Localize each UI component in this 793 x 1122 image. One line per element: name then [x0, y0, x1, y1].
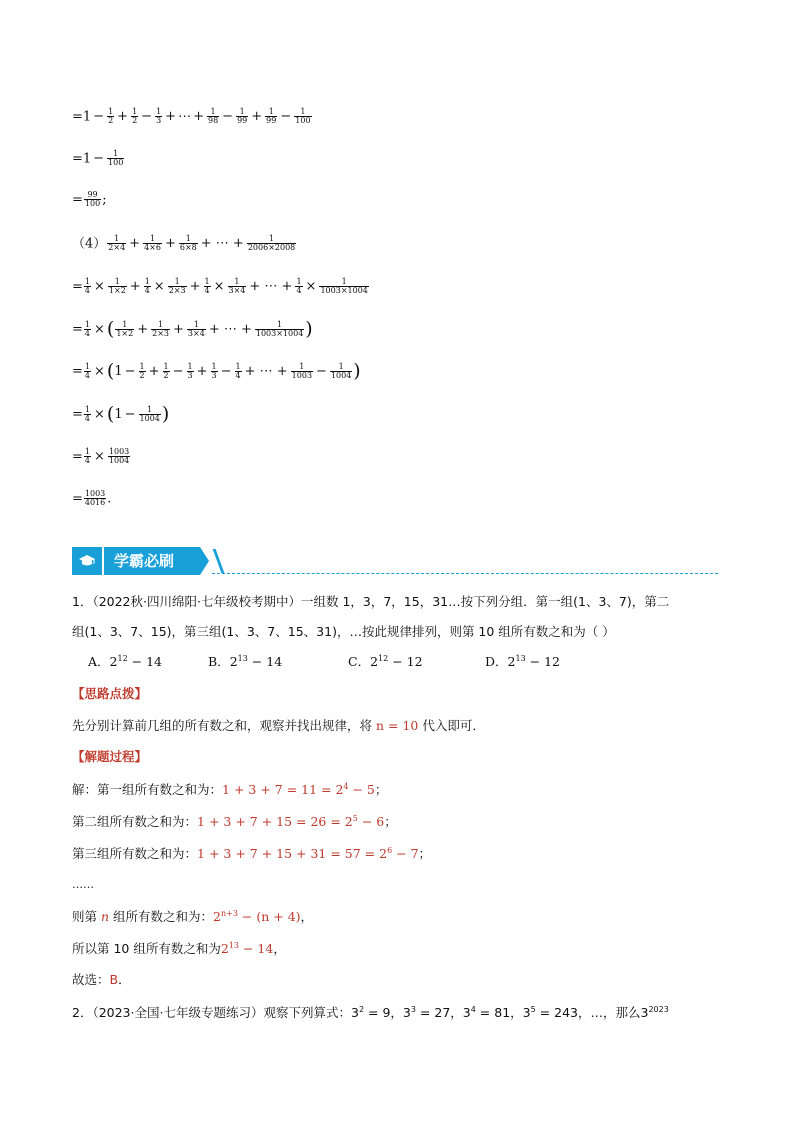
part4-line-1: = $\frac{1}{4}$ × $\frac{1}{1\times 2}$ + $\frac{1}{4}$ × $\frac{1}{2\times 3}$ + $\frac{1}{4}$ × $\frac{1}{3\times 4}$ + ⋯ + $\frac{1}{4}$ × $\frac{1}{1003\times 1004}$ — [72, 277, 368, 296]
fraction — [143, 235, 162, 253]
question-text: 一组数 1，3，7，15，31…按下列分组．第一组(1、3、7)，第二 — [300, 594, 670, 609]
numerator: 1 — [107, 150, 124, 159]
fraction — [330, 363, 352, 381]
question-source: （2022秋·四川绵阳·七年级校考期中） — [92, 594, 301, 609]
fraction — [131, 108, 138, 126]
fraction — [84, 363, 91, 381]
numerator: 1 — [139, 361, 145, 371]
fraction — [107, 235, 126, 253]
fraction — [108, 278, 127, 296]
q1-options — [88, 655, 560, 669]
solution-step-5: 所以第 10 组所有数之和为$2^{13} - 14$， — [72, 941, 286, 957]
math-text: =1 — [72, 151, 92, 167]
denominator: 4 — [84, 286, 90, 296]
numerator: 1 — [139, 406, 161, 415]
denominator: 4 — [144, 286, 150, 296]
denominator: 4 — [235, 371, 241, 380]
solution-answer: 故选：B． — [72, 972, 131, 987]
numerator: 1 — [151, 321, 170, 330]
fraction — [144, 278, 151, 296]
q1-line-1 — [72, 596, 669, 609]
question-number: 1． — [72, 594, 93, 609]
part4-line-2: = $\frac{1}{4}$ × ( $\frac{1}{1\times 2}$ + $\frac{1}{2\times 3}$ + $\frac{1}{3\times 4}$ + ⋯ + $\frac{1}{1003\times 1004}$ ) — [72, 318, 313, 340]
derivation-line-1: =1 − $\frac{1}{2}$ + $\frac{1}{2}$ − $\frac{1}{3}$ + ⋯ + $\frac{1}{98}$ − $\frac{1}{99}$ + $\frac{1}{99}$ − $\frac{1}{100}$ — [72, 107, 311, 126]
denominator: 2×3 — [168, 286, 186, 296]
denominator: 100 — [84, 199, 101, 209]
fraction — [291, 363, 313, 381]
denominator: 1003 — [291, 371, 313, 380]
part-label: （4） — [72, 236, 107, 252]
denominator: 1×2 — [116, 329, 134, 338]
fraction — [247, 235, 296, 253]
fraction — [295, 278, 302, 296]
numerator: 1 — [235, 361, 241, 371]
option-d[interactable]: D．$2^{13} - 12$ — [485, 654, 560, 670]
numerator: 99 — [84, 191, 101, 200]
part4-heading: （4） $\frac{1}{2\times 4}$ + $\frac{1}{4\times 6}$ + $\frac{1}{6\times 8}$ + ⋯ + $\frac{1}{2006\times 2008}$ — [72, 234, 296, 253]
fraction — [179, 235, 198, 253]
solution-step-1: 解：第一组所有数之和为：$1 + 3 + 7 = 11 = 2^4 - 5$； — [72, 782, 388, 798]
section-divider — [212, 573, 718, 574]
denominator: 3×4 — [187, 329, 205, 338]
numerator: 1 — [255, 321, 304, 330]
numerator: 1 — [211, 361, 217, 371]
denominator: 4 — [84, 371, 90, 380]
question-number: 2． — [72, 1005, 93, 1021]
numerator: 1 — [319, 278, 368, 287]
fraction — [187, 363, 194, 381]
numerator: 1 — [143, 235, 162, 244]
numerator: 1 — [291, 363, 313, 372]
fraction — [84, 191, 101, 209]
ellipsis: ⋯ — [178, 109, 192, 125]
solution-step-4: 则第 n 组所有数之和为：$2^{n+3} - (n + 4)$， — [72, 909, 314, 925]
denominator: 2 — [132, 116, 138, 126]
denominator: 2×4 — [108, 243, 126, 253]
q1-line-2 — [72, 626, 615, 639]
fraction — [139, 363, 146, 381]
denominator: 4 — [296, 286, 302, 296]
numerator: 1 — [247, 235, 296, 244]
denominator: 1004 — [139, 414, 160, 423]
solution-dots: …… — [72, 878, 94, 891]
denominator: 4016 — [84, 498, 106, 508]
option-c[interactable]: C．$2^{12} - 12$ — [348, 654, 423, 670]
fraction — [155, 108, 162, 126]
graduation-cap-icon — [72, 547, 102, 575]
numerator: 1 — [108, 107, 114, 116]
fraction — [228, 278, 247, 296]
solution-step-2: 第二组所有数之和为：$1 + 3 + 7 + 15 = 26 = 2^5 - 6$； — [72, 814, 397, 830]
fraction — [235, 363, 242, 381]
denominator: 2 — [163, 371, 169, 380]
numerator: 1 — [207, 108, 219, 117]
numerator: 1 — [179, 235, 198, 244]
denominator: 2 — [139, 371, 145, 380]
part4-line-6: = $\frac{1003}{4016}$ . — [72, 489, 112, 508]
numerator: 1 — [168, 278, 187, 287]
derivation-line-3 — [72, 191, 107, 209]
fraction — [265, 108, 277, 126]
denominator: 2×3 — [152, 329, 170, 338]
part4-line-3: = $\frac{1}{4}$ × (1 − $\frac{1}{2}$ + $\frac{1}{2}$ − $\frac{1}{3}$ + $\frac{1}{3}$ − $\frac{1}{4}$ + ⋯ + $\frac{1}{1003}$ − $\frac{1}{1004}$ ) — [72, 360, 361, 382]
question-text: 组(1、3、7、15)，第三组(1、3、7、15、31)，…按此规律排列，则第 10 组所有数之和为（ ） — [72, 624, 615, 639]
numerator: 1 — [144, 277, 150, 286]
fraction — [107, 108, 114, 126]
fraction — [115, 321, 134, 339]
numerator: 1 — [187, 321, 206, 330]
fraction — [84, 406, 91, 424]
numerator: 1 — [115, 321, 134, 330]
numerator: 1003 — [84, 489, 106, 498]
fraction — [84, 278, 91, 296]
hint-text: 先分别计算前几组的所有数之和，观察并找出规律，将 n = 10 代入即可． — [72, 718, 485, 733]
numerator: 1 — [163, 361, 169, 371]
fraction — [84, 448, 91, 466]
fraction — [207, 108, 219, 126]
denominator: 99 — [237, 116, 248, 126]
denominator: 100 — [108, 158, 124, 168]
numerator: 1 — [107, 235, 126, 244]
numerator: 1003 — [108, 447, 130, 456]
section-header — [72, 547, 212, 575]
fraction — [168, 278, 187, 296]
math-text: =1 — [72, 109, 92, 125]
denominator: 3×4 — [228, 286, 246, 296]
denominator: 4 — [84, 414, 90, 423]
denominator: 4 — [84, 456, 90, 466]
process-title: 【解题过程】 — [72, 749, 148, 764]
fraction — [107, 150, 124, 168]
numerator: 1 — [204, 277, 210, 286]
section-title: 学霸必刷 — [104, 547, 200, 575]
denominator: 3 — [211, 371, 217, 380]
fraction — [236, 108, 248, 126]
denominator: 3 — [187, 371, 193, 380]
denominator: 98 — [207, 116, 219, 126]
numerator: 1 — [187, 361, 193, 371]
denominator: 1003×1004 — [255, 329, 304, 338]
numerator: 1 — [228, 278, 247, 287]
part4-line-4: = $\frac{1}{4}$ × (1 − $\frac{1}{1004}$ ) — [72, 403, 170, 425]
solution-step-3: 第三组所有数之和为：$1 + 3 + 7 + 15 + 31 = 57 = 2^6 - 7$； — [72, 846, 432, 862]
hint-title: 【思路点拨】 — [72, 686, 148, 701]
numerator: 1 — [265, 108, 277, 117]
fraction — [84, 321, 91, 339]
part4-line-5: = $\frac{1}{4}$ × $\frac{1003}{1004}$ — [72, 447, 130, 466]
numerator: 1 — [84, 277, 90, 286]
punct: . — [107, 491, 112, 507]
fraction — [211, 363, 218, 381]
numerator: 1 — [84, 404, 90, 414]
numerator: 1 — [236, 108, 248, 117]
denominator: 4×6 — [144, 243, 161, 253]
denominator: 100 — [295, 116, 311, 126]
denominator: 4 — [84, 329, 90, 338]
fraction — [204, 278, 211, 296]
denominator: 2006×2008 — [247, 243, 296, 253]
fraction — [108, 448, 130, 466]
denominator: 6×8 — [179, 243, 197, 253]
option-a[interactable]: A．$2^{12} - 14$ — [88, 654, 162, 670]
denominator: 3 — [156, 116, 162, 126]
denominator: 2 — [108, 116, 114, 126]
denominator: 1×2 — [108, 286, 126, 296]
numerator: 1 — [156, 107, 162, 116]
punct: ; — [102, 192, 107, 208]
derivation-line-2: =1 − $\frac{1}{100}$ — [72, 149, 124, 168]
option-b[interactable]: B．$2^{13} - 14$ — [208, 654, 283, 670]
fraction — [187, 321, 206, 339]
fraction — [139, 406, 161, 424]
numerator: 1 — [132, 107, 138, 116]
fraction — [255, 321, 304, 339]
numerator: 1 — [108, 278, 127, 287]
q2-line-1: 2．（2023·全国·七年级专题练习）观察下列算式：$3^2 = 9$，$3^3 = 27$，$3^4 = 81$，$3^5 = 243$，…，那么$3^{2023}$ — [72, 1005, 669, 1021]
fraction — [294, 108, 311, 126]
denominator: 99 — [266, 116, 277, 126]
fraction — [84, 490, 106, 508]
denominator: 1004 — [330, 371, 352, 380]
math-text: = — [72, 192, 83, 208]
numerator: 1 — [330, 363, 352, 372]
question-source: （2023·全国·七年级专题练习） — [92, 1005, 264, 1021]
denominator: 1003×1004 — [320, 286, 368, 296]
fraction — [319, 278, 368, 296]
numerator: 1 — [294, 108, 311, 117]
numerator: 1 — [84, 447, 90, 456]
numerator: 1 — [296, 277, 302, 286]
fraction — [151, 321, 170, 339]
numerator: 1 — [84, 319, 90, 329]
denominator: 1004 — [108, 456, 130, 466]
fraction — [163, 363, 170, 381]
denominator: 4 — [204, 286, 210, 296]
numerator: 1 — [84, 361, 90, 371]
